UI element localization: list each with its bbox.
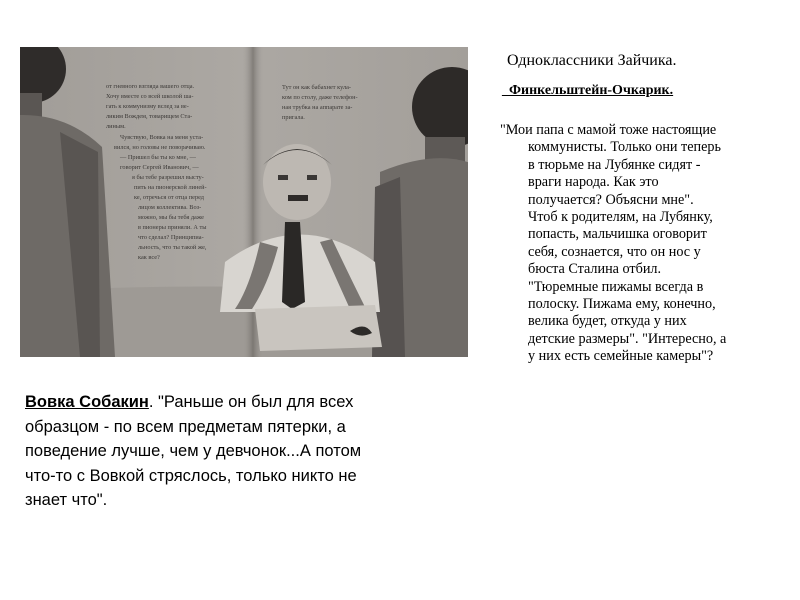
quote-line: детские размеры". "Интересно, а (528, 330, 727, 347)
quote-line: велика будет, откуда у них (528, 313, 687, 330)
quote-line: полоску. Пижама ему, конечно, (528, 296, 716, 313)
desc-line: знает что". (25, 491, 108, 509)
quote-line: враги народа. Как это (528, 174, 659, 191)
quote-line: "Тюремные пижамы всегда в (528, 278, 704, 295)
character-name: Вовка Собакин (25, 393, 149, 411)
slide-subtitle: _Финкельштейн-Очкарик. (502, 83, 674, 98)
quote-line: попасть, мальчишка оговорит (528, 226, 707, 243)
quote-line: Чтоб к родителям, на Лубянку, (528, 209, 713, 226)
desc-line: поведение лучше, чем у девчонок...А потом (25, 442, 362, 460)
quote-line: коммунисты. Только они теперь (528, 139, 721, 156)
character-quote (500, 122, 785, 366)
slide-title: Одноклассники Зайчика. (507, 52, 677, 69)
quote-line: получается? Объясни мне". (528, 191, 694, 208)
left-page-text: от гневного взгляда вашего отца. Хочу вместе со всей школой ша- гать к коммунизму вслед за ве- ликим Вождем, товарищем Ста- линым. Чувствую, Вовка на меня уста- вился, но головы не поворачиваю. — Пришел бы ты ко мне, — говорит Сергей Иванович, — я бы тебе разрешил высту- пить на пионерской линей- ке, отречься от отца перед лицом коллектива. Воз- можно, мы бы тебя даже в пионеры приняли. А ты что сделал? Принципиа- льность, что ты такой же, как все? (106, 83, 207, 261)
quote-line: в тюрьме на Лубянке сидят - (528, 156, 701, 173)
character-description (25, 390, 445, 513)
desc-first-text: . "Раньше он был для всех (148, 393, 354, 411)
quote-line: бюста Сталина отбил. (528, 261, 662, 278)
desc-line: что-то с Вовкой стряслось, только никто не (25, 466, 357, 485)
right-page-text: Тут он как бабахнет кула- ком по столу, даже телефон- ная трубка на аппарате за- пригала. (282, 84, 358, 121)
book-illustration-photo (20, 47, 468, 357)
book-spread-svg (20, 47, 468, 357)
desc-line: образцом - по всем предметам пятерки, а (25, 417, 346, 436)
quote-line: "Мои папа с мамой тоже настоящие (500, 122, 717, 138)
desc-line (25, 390, 445, 415)
quote-line: себя, сознается, что он нос у (528, 243, 701, 260)
quote-line: у них есть семейные камеры"? (528, 348, 714, 365)
